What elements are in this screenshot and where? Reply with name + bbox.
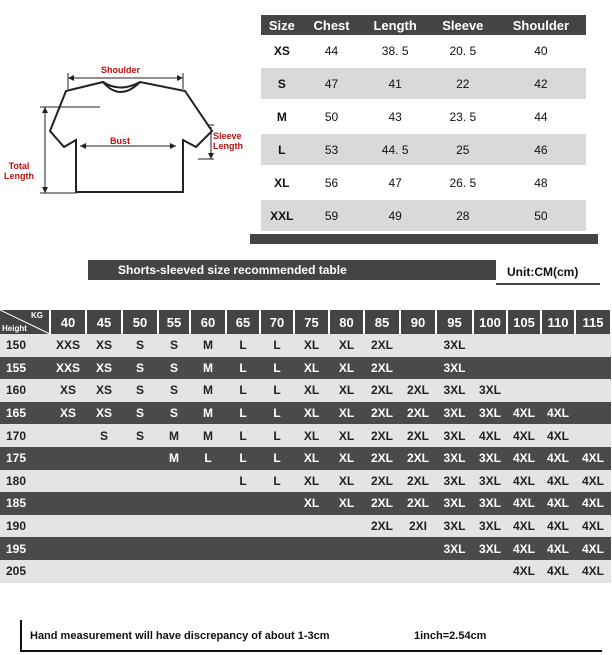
recommended-size-cell	[50, 447, 86, 470]
recommended-size-cell	[260, 560, 294, 583]
recommended-size-cell: 2XI	[400, 515, 436, 538]
weight-header: 80	[329, 310, 364, 334]
recommended-size-cell	[575, 334, 611, 357]
recommended-size-cell	[86, 560, 122, 583]
recommended-size-cell	[122, 515, 158, 538]
recommended-size-cell	[294, 515, 329, 538]
size-measurement: 23. 5	[430, 100, 496, 133]
recommended-size-cell: 3XL	[473, 515, 507, 538]
recommended-size-cell	[190, 492, 226, 515]
recommended-size-cell: 4XL	[541, 447, 575, 470]
size-measurement: 22	[430, 67, 496, 100]
recommended-size-cell: XL	[294, 470, 329, 493]
recommended-size-cell: M	[158, 447, 190, 470]
recommended-size-cell: M	[190, 334, 226, 357]
recommended-size-cell: L	[260, 470, 294, 493]
weight-header: 65	[226, 310, 260, 334]
inch-conversion: 1inch=2.54cm	[414, 630, 487, 642]
recommended-size-cell: 4XL	[473, 424, 507, 447]
height-row	[0, 357, 611, 380]
recommended-size-cell	[86, 515, 122, 538]
recommended-size-cell: 3XL	[473, 537, 507, 560]
corner-kg-label: KG	[31, 311, 43, 320]
recommended-size-cell: L	[260, 379, 294, 402]
recommended-size-cell	[364, 537, 400, 560]
total-label-line1: Total	[8, 161, 30, 171]
recommended-size-cell	[122, 470, 158, 493]
recommended-size-cell: L	[226, 379, 260, 402]
height-row	[0, 537, 611, 560]
height-row	[0, 492, 611, 515]
recommended-size-cell	[226, 492, 260, 515]
recommended-size-cell	[436, 560, 473, 583]
recommended-size-cell: XL	[329, 492, 364, 515]
bust-label: Bust	[110, 136, 130, 146]
height-label: 185	[0, 492, 50, 515]
recommended-size-cell: XS	[86, 334, 122, 357]
size-measurement: 50	[496, 199, 586, 232]
recommended-size-cell: L	[260, 402, 294, 425]
recommended-size-cell: L	[226, 424, 260, 447]
size-row	[261, 133, 586, 166]
measurement-note: Hand measurement will have discrepancy of about 1-3cm	[30, 630, 330, 642]
recommended-size-cell: S	[122, 334, 158, 357]
recommended-size-cell: M	[190, 424, 226, 447]
recommended-size-cell	[507, 357, 541, 380]
recommended-size-cell: XL	[294, 492, 329, 515]
recommended-size-cell: 4XL	[575, 492, 611, 515]
recommended-size-cell: XL	[329, 470, 364, 493]
recommended-size-cell: 3XL	[473, 402, 507, 425]
size-measurement: 50	[303, 100, 361, 133]
recommended-size-cell: 2XL	[400, 492, 436, 515]
height-row	[0, 515, 611, 538]
recommended-size-cell	[158, 492, 190, 515]
recommended-size-cell	[294, 560, 329, 583]
height-label: 155	[0, 357, 50, 380]
recommended-size-cell: S	[122, 424, 158, 447]
recommended-size-cell: 3XL	[436, 424, 473, 447]
recommended-size-cell: L	[226, 402, 260, 425]
recommended-size-cell	[541, 357, 575, 380]
recommended-size-cell: XS	[50, 379, 86, 402]
size-col-header: Chest	[303, 15, 361, 35]
weight-header: 50	[122, 310, 158, 334]
weight-header: 55	[158, 310, 190, 334]
shoulder-label: Shoulder	[101, 65, 141, 75]
recommended-size-cell: S	[122, 357, 158, 380]
size-col-header: Shoulder	[496, 15, 586, 35]
size-measurement: 43	[360, 100, 429, 133]
recommended-size-cell: 2XL	[364, 492, 400, 515]
size-label: L	[261, 133, 303, 166]
height-row	[0, 447, 611, 470]
size-measurement: 26. 5	[430, 166, 496, 199]
recommended-size-cell	[50, 537, 86, 560]
recommended-size-cell: XL	[294, 379, 329, 402]
recommended-size-cell: M	[158, 424, 190, 447]
height-row	[0, 560, 611, 583]
size-measurement: 48	[496, 166, 586, 199]
recommended-size-cell: 2XL	[364, 424, 400, 447]
height-label: 170	[0, 424, 50, 447]
size-measurement: 44. 5	[360, 133, 429, 166]
recommended-size-cell: XXS	[50, 357, 86, 380]
recommended-size-cell	[122, 447, 158, 470]
recommended-size-cell: S	[158, 357, 190, 380]
recommended-size-cell	[329, 515, 364, 538]
recommended-size-cell	[400, 357, 436, 380]
recommended-size-cell: 2XL	[364, 357, 400, 380]
weight-header: 45	[86, 310, 122, 334]
size-label: XS	[261, 35, 303, 67]
sleeve-label-line1: Sleeve	[213, 131, 242, 141]
size-measurement: 49	[360, 199, 429, 232]
recommended-size-cell: 4XL	[541, 560, 575, 583]
recommended-size-cell: S	[122, 379, 158, 402]
size-recommend-table	[0, 310, 612, 583]
footer-note-box	[20, 620, 602, 652]
recommended-size-cell	[158, 560, 190, 583]
recommended-size-cell: XXS	[50, 334, 86, 357]
recommended-size-cell	[50, 515, 86, 538]
size-measurement: 44	[496, 100, 586, 133]
recommend-body	[0, 334, 611, 583]
recommended-size-cell	[50, 470, 86, 493]
height-row	[0, 470, 611, 493]
recommended-size-cell: L	[190, 447, 226, 470]
weight-header: 100	[473, 310, 507, 334]
recommended-size-cell: 3XL	[436, 447, 473, 470]
size-measurement: 38. 5	[360, 35, 429, 67]
size-row	[261, 67, 586, 100]
recommended-size-cell	[541, 334, 575, 357]
recommended-size-cell: S	[158, 379, 190, 402]
size-measurement: 20. 5	[430, 35, 496, 67]
height-label: 180	[0, 470, 50, 493]
recommended-size-cell: XL	[294, 424, 329, 447]
recommended-size-cell: XS	[86, 379, 122, 402]
recommended-size-cell: XL	[294, 357, 329, 380]
recommended-size-cell: 4XL	[575, 515, 611, 538]
recommended-size-cell: 4XL	[541, 424, 575, 447]
sleeve-length-label	[213, 131, 243, 152]
weight-header-row	[0, 310, 611, 334]
recommended-size-cell: 4XL	[541, 537, 575, 560]
size-row	[261, 100, 586, 133]
recommended-size-cell	[86, 537, 122, 560]
weight-header: 85	[364, 310, 400, 334]
weight-header: 70	[260, 310, 294, 334]
size-measurement: 47	[303, 67, 361, 100]
recommended-size-cell: 3XL	[473, 492, 507, 515]
recommended-size-cell: 3XL	[436, 379, 473, 402]
recommended-size-cell	[294, 537, 329, 560]
weight-header: 75	[294, 310, 329, 334]
recommended-size-cell: 4XL	[507, 537, 541, 560]
sleeve-label-line2: Length	[213, 141, 243, 152]
recommended-size-cell: 4XL	[507, 515, 541, 538]
recommended-size-cell	[50, 424, 86, 447]
weight-header: 95	[436, 310, 473, 334]
recommended-size-cell	[86, 447, 122, 470]
recommended-size-cell: 4XL	[541, 402, 575, 425]
recommended-size-cell: L	[226, 357, 260, 380]
recommended-size-cell	[575, 379, 611, 402]
recommended-size-cell: XL	[329, 357, 364, 380]
recommended-size-cell	[190, 470, 226, 493]
recommended-size-cell: L	[226, 470, 260, 493]
recommended-size-cell	[541, 379, 575, 402]
size-chart-header-row	[261, 15, 586, 35]
recommended-size-cell: 3XL	[436, 515, 473, 538]
size-chart-bottom-bar	[250, 234, 598, 244]
size-measurement: 47	[360, 166, 429, 199]
height-label: 195	[0, 537, 50, 560]
recommended-size-cell	[122, 560, 158, 583]
recommended-size-cell	[507, 334, 541, 357]
recommended-size-cell	[400, 560, 436, 583]
recommended-size-cell: 4XL	[541, 515, 575, 538]
banner-divider	[496, 283, 600, 285]
recommended-size-cell: L	[260, 447, 294, 470]
size-measurement: 40	[496, 35, 586, 67]
height-label: 190	[0, 515, 50, 538]
size-measurement: 41	[360, 67, 429, 100]
recommended-size-cell	[158, 515, 190, 538]
recommended-size-cell	[575, 357, 611, 380]
recommended-size-cell: 3XL	[436, 334, 473, 357]
recommended-size-cell: 4XL	[575, 537, 611, 560]
recommended-size-cell	[507, 379, 541, 402]
recommended-size-cell: 2XL	[364, 470, 400, 493]
recommended-size-cell: 4XL	[507, 560, 541, 583]
recommended-size-cell: 3XL	[436, 537, 473, 560]
size-col-header: Sleeve	[430, 15, 496, 35]
height-label: 165	[0, 402, 50, 425]
size-measurement: 59	[303, 199, 361, 232]
recommended-size-cell: XS	[50, 402, 86, 425]
recommended-size-cell	[473, 560, 507, 583]
recommend-table-banner	[88, 260, 496, 280]
corner-cell	[0, 310, 50, 334]
size-chart-table	[261, 15, 586, 233]
unit-label: Unit:CM(cm)	[507, 265, 579, 279]
size-col-header: Size	[261, 15, 303, 35]
size-row	[261, 166, 586, 199]
recommended-size-cell	[473, 334, 507, 357]
weight-header: 115	[575, 310, 611, 334]
recommended-size-cell: XS	[86, 357, 122, 380]
recommended-size-cell: XL	[329, 424, 364, 447]
recommended-size-cell: 4XL	[507, 402, 541, 425]
recommended-size-cell	[400, 334, 436, 357]
recommended-size-cell: S	[86, 424, 122, 447]
recommended-size-cell	[260, 515, 294, 538]
recommended-size-cell	[190, 537, 226, 560]
size-row	[261, 35, 586, 67]
recommended-size-cell: XL	[329, 447, 364, 470]
recommended-size-cell	[122, 492, 158, 515]
size-measurement: 28	[430, 199, 496, 232]
recommended-size-cell	[329, 560, 364, 583]
recommended-size-cell: 2XL	[400, 424, 436, 447]
recommended-size-cell: S	[158, 334, 190, 357]
weight-header: 40	[50, 310, 86, 334]
recommended-size-cell: M	[190, 402, 226, 425]
size-col-header: Length	[360, 15, 429, 35]
recommended-size-cell	[50, 492, 86, 515]
size-measurement: 44	[303, 35, 361, 67]
recommended-size-cell: 3XL	[436, 492, 473, 515]
recommended-size-cell: 4XL	[575, 447, 611, 470]
recommended-size-cell: 3XL	[473, 447, 507, 470]
recommended-size-cell: M	[190, 379, 226, 402]
recommended-size-cell	[575, 402, 611, 425]
recommended-size-cell	[190, 515, 226, 538]
recommended-size-cell: 2XL	[364, 447, 400, 470]
size-measurement: 56	[303, 166, 361, 199]
recommended-size-cell: 2XL	[400, 402, 436, 425]
height-row	[0, 424, 611, 447]
recommended-size-cell	[329, 537, 364, 560]
recommended-size-cell: 4XL	[507, 447, 541, 470]
size-label: XXL	[261, 199, 303, 232]
height-label: 160	[0, 379, 50, 402]
recommended-size-cell: 4XL	[541, 492, 575, 515]
size-measurement: 46	[496, 133, 586, 166]
size-row	[261, 199, 586, 232]
recommended-size-cell	[473, 357, 507, 380]
recommended-size-cell	[260, 537, 294, 560]
weight-header: 60	[190, 310, 226, 334]
recommended-size-cell	[86, 470, 122, 493]
recommended-size-cell: 4XL	[575, 470, 611, 493]
recommended-size-cell: 2XL	[400, 447, 436, 470]
recommended-size-cell: 4XL	[507, 470, 541, 493]
size-label: M	[261, 100, 303, 133]
recommended-size-cell: 4XL	[575, 560, 611, 583]
recommended-size-cell	[50, 560, 86, 583]
recommended-size-cell: L	[260, 334, 294, 357]
size-measurement: 53	[303, 133, 361, 166]
recommended-size-cell	[86, 492, 122, 515]
recommended-size-cell: 2XL	[364, 402, 400, 425]
height-row	[0, 402, 611, 425]
recommended-size-cell	[158, 470, 190, 493]
recommended-size-cell: S	[158, 402, 190, 425]
recommended-size-cell	[158, 537, 190, 560]
recommended-size-cell	[364, 560, 400, 583]
size-measurement: 25	[430, 133, 496, 166]
recommended-size-cell	[122, 537, 158, 560]
recommended-size-cell: S	[122, 402, 158, 425]
total-length-label	[4, 161, 34, 182]
size-chart-body	[261, 35, 586, 232]
recommended-size-cell: 2XL	[364, 379, 400, 402]
height-row	[0, 379, 611, 402]
recommended-size-cell	[260, 492, 294, 515]
recommended-size-cell: L	[226, 334, 260, 357]
recommended-size-cell	[190, 560, 226, 583]
total-label-line2: Length	[4, 171, 34, 182]
recommended-size-cell: XS	[86, 402, 122, 425]
weight-header: 105	[507, 310, 541, 334]
recommended-size-cell: 3XL	[436, 402, 473, 425]
recommended-size-cell: 4XL	[541, 470, 575, 493]
recommended-size-cell: XL	[294, 334, 329, 357]
size-label: S	[261, 67, 303, 100]
recommended-size-cell	[226, 560, 260, 583]
recommended-size-cell: 2XL	[364, 334, 400, 357]
recommended-size-cell: 3XL	[473, 379, 507, 402]
recommended-size-cell	[575, 424, 611, 447]
height-row	[0, 334, 611, 357]
recommended-size-cell: 2XL	[364, 515, 400, 538]
recommended-size-cell	[226, 537, 260, 560]
banner-title: Shorts-sleeved size recommended table	[118, 263, 347, 277]
recommended-size-cell: 3XL	[473, 470, 507, 493]
recommended-size-cell: L	[260, 357, 294, 380]
recommended-size-cell: XL	[294, 402, 329, 425]
recommended-size-cell: L	[226, 447, 260, 470]
height-label: 175	[0, 447, 50, 470]
recommended-size-cell: XL	[329, 402, 364, 425]
recommended-size-cell: 2XL	[400, 470, 436, 493]
recommended-size-cell: XL	[294, 447, 329, 470]
recommended-size-cell: 4XL	[507, 424, 541, 447]
recommended-size-cell: XL	[329, 379, 364, 402]
height-label: 205	[0, 560, 50, 583]
corner-height-label: Height	[2, 324, 27, 333]
recommended-size-cell: 2XL	[400, 379, 436, 402]
recommended-size-cell	[400, 537, 436, 560]
height-label: 150	[0, 334, 50, 357]
size-label: XL	[261, 166, 303, 199]
recommended-size-cell: XL	[329, 334, 364, 357]
weight-header: 110	[541, 310, 575, 334]
recommended-size-cell: 3XL	[436, 357, 473, 380]
recommended-size-cell: 4XL	[507, 492, 541, 515]
garment-diagram	[0, 55, 250, 215]
weight-header: 90	[400, 310, 436, 334]
recommended-size-cell: 3XL	[436, 470, 473, 493]
recommended-size-cell: M	[190, 357, 226, 380]
size-measurement: 42	[496, 67, 586, 100]
recommended-size-cell	[226, 515, 260, 538]
recommended-size-cell: L	[260, 424, 294, 447]
